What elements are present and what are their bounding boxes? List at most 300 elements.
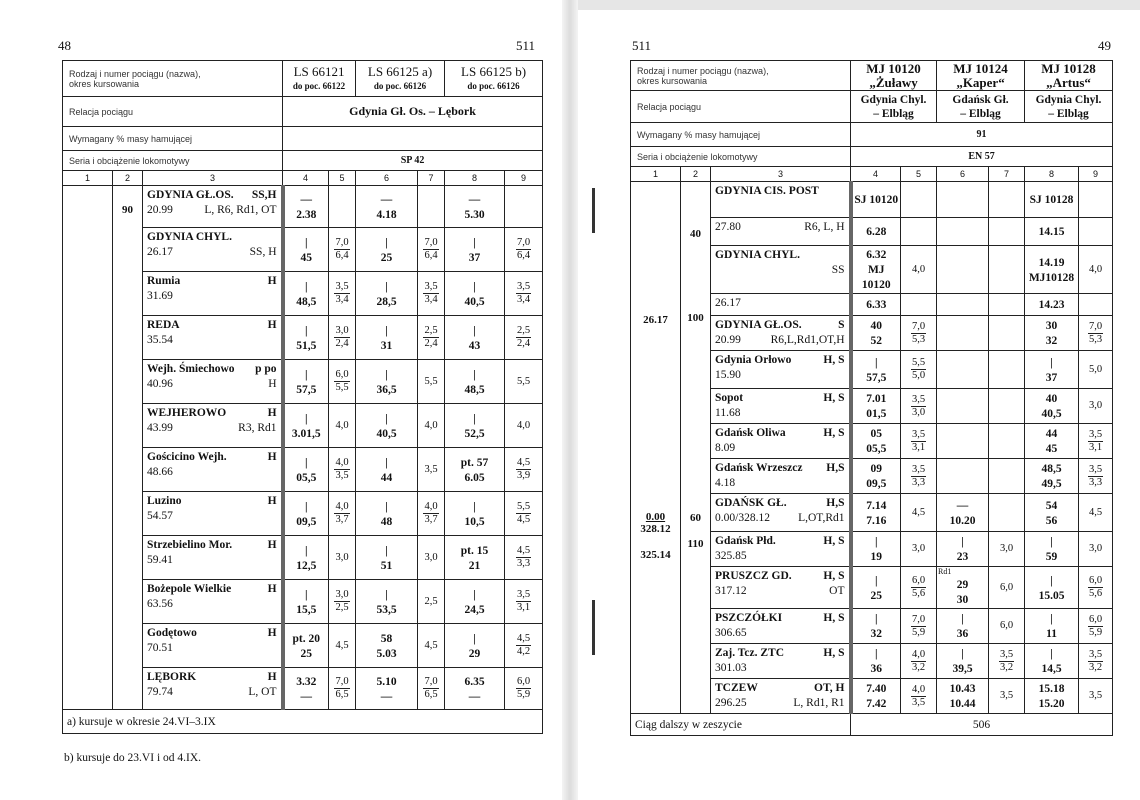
fraction-value [329, 325, 355, 350]
station-cell [143, 448, 283, 492]
station-km [147, 245, 277, 260]
time-value: | 11 [1046, 613, 1057, 640]
schedule-cell [937, 316, 989, 351]
schedule-cell [1079, 389, 1113, 424]
station-km-text: 317.12 [715, 585, 747, 597]
rd1-label: Rd1 [938, 567, 952, 576]
schedule-cell [445, 360, 505, 404]
time-value: pt. 20 25 [292, 632, 320, 660]
brake-label: Wymagany % masy hamującej [63, 127, 283, 151]
station-cell [711, 459, 851, 494]
time-value: 6.32 MJ 10120 [861, 249, 891, 291]
schedule-cell [283, 492, 329, 536]
schedule-cell [1025, 459, 1079, 494]
schedule-cell [283, 580, 329, 624]
station-km-text: 43.99 [147, 422, 173, 434]
speed-lower: 3,1 [516, 602, 531, 613]
km-column-cell [63, 186, 113, 710]
time-value: 05 05,5 [866, 428, 887, 455]
schedule-cell [418, 404, 445, 448]
page-top-shadow [570, 0, 1140, 10]
schedule-cell [356, 624, 418, 668]
station-name-text: Gościcino Wejh. [147, 451, 227, 463]
station-km-text: 20.99 [715, 334, 741, 346]
station-cell [143, 272, 283, 316]
schedule-cell [851, 182, 901, 218]
station-cell [711, 424, 851, 459]
station-km-text: 70.51 [147, 642, 173, 654]
column-number: 8 [445, 171, 505, 186]
station-code: H, S [823, 354, 845, 366]
schedule-cell [445, 492, 505, 536]
schedule-cell [356, 580, 418, 624]
column-number: 4 [283, 171, 329, 186]
station-cell [711, 351, 851, 389]
schedule-cell [418, 360, 445, 404]
schedule-cell [937, 679, 989, 714]
station-code: OT, H [814, 682, 845, 694]
station-info: R3, Rd1 [238, 422, 277, 434]
footnote-a: a) kursuje w okresie 24.VI–3.IX [63, 710, 543, 734]
column-number: 4 [851, 167, 901, 182]
fraction-value [1079, 614, 1112, 639]
speed-upper: 7,0 [335, 237, 349, 248]
speed-value: 3,0 [1088, 543, 1103, 554]
speed-lower: 2,4 [424, 338, 438, 349]
schedule-cell [505, 316, 543, 360]
station-cell [711, 644, 851, 679]
relation-value: Gdańsk Gł. – Elbląg [937, 91, 1025, 123]
speed-upper: 3,0 [335, 589, 349, 600]
schedule-cell [356, 404, 418, 448]
speed-lower: 5,6 [911, 588, 926, 599]
schedule-cell [901, 424, 937, 459]
speed-value: 4,5 [335, 639, 349, 651]
schedule-cell [445, 668, 505, 710]
station-cell [143, 316, 283, 360]
station-info: R6, L, H [804, 221, 845, 233]
time-value: 40 40,5 [1041, 393, 1062, 420]
fraction-value [1079, 649, 1112, 674]
schedule-cell [356, 448, 418, 492]
speed-lower: 3,3 [1088, 476, 1103, 488]
station-cell [711, 294, 851, 316]
time-value: 6.28 [866, 226, 887, 238]
time-value: 7.14 7.16 [866, 499, 887, 527]
schedule-cell [329, 228, 356, 272]
station-info: L, OT [248, 686, 277, 698]
fraction-value [505, 237, 542, 262]
time-value: 6.33 [866, 299, 887, 311]
schedule-cell [851, 389, 901, 424]
time-value: | 3.01,5 [291, 412, 321, 440]
speed-upper: 7,0 [516, 237, 531, 248]
station-name-text: Bożepole Wielkie [147, 583, 232, 595]
schedule-cell [901, 609, 937, 644]
time-value: 58 5.03 [376, 632, 397, 660]
station-name-text: WEJHEROWO [147, 407, 227, 419]
schedule-cell [901, 389, 937, 424]
schedule-cell [445, 404, 505, 448]
station-name [715, 353, 845, 368]
continued-label: Ciąg dalszy w zeszycie [631, 714, 851, 736]
station-row [631, 182, 1113, 218]
station-name [147, 274, 277, 289]
schedule-cell [1025, 532, 1079, 567]
station-info: R6,L,Rd1,OT,H [770, 334, 845, 346]
right-page-number: 49 [1098, 38, 1111, 53]
schedule-cell [1079, 644, 1113, 679]
km-value: 328.12 [640, 523, 671, 535]
station-name-text: GDYNIA GŁ.OS. [715, 319, 802, 331]
schedule-cell [445, 536, 505, 580]
station-name-text: Wejh. Śmiechowo [147, 363, 235, 375]
brake-value [283, 127, 543, 151]
fraction-value [1079, 575, 1112, 600]
speed-value: 2,5 [424, 595, 438, 607]
station-km-text: 54.57 [147, 510, 173, 522]
station-code: H,S [826, 462, 845, 474]
station-km-text: 296.25 [715, 697, 747, 709]
schedule-cell [445, 228, 505, 272]
schedule-cell [851, 424, 901, 459]
station-code: p po [255, 363, 277, 375]
schedule-cell [989, 218, 1025, 246]
speed-value: 3,0 [1088, 400, 1103, 411]
schedule-cell [1079, 246, 1113, 294]
schedule-cell [901, 644, 937, 679]
station-name [715, 461, 845, 476]
relation-label: Relacja pociągu [631, 91, 851, 123]
speed-upper: 3,5 [335, 281, 349, 292]
time-value: 7.40 7.42 [866, 683, 887, 710]
speed-value: 6,0 [999, 581, 1014, 593]
station-name [147, 188, 277, 203]
time-value: 3.32 — [296, 675, 317, 703]
column-number: 1 [631, 167, 681, 182]
time-value: pt. 57 6.05 [460, 456, 489, 484]
km-value: 0.00 [645, 511, 666, 523]
fraction-value [418, 325, 444, 350]
schedule-cell [851, 218, 901, 246]
schedule-cell [937, 494, 989, 532]
schedule-cell [989, 609, 1025, 644]
station-code: H [267, 275, 277, 287]
schedule-cell [356, 668, 418, 710]
schedule-cell [329, 536, 356, 580]
time-value: | 28,5 [376, 280, 397, 308]
schedule-cell [356, 492, 418, 536]
schedule-cell [937, 182, 989, 218]
speed-value: 3,0 [999, 543, 1014, 554]
time-value: 5.10 — [376, 675, 397, 703]
speed-value: 6,0 [999, 620, 1014, 631]
station-km-text: 40.96 [147, 378, 173, 390]
schedule-cell [1025, 316, 1079, 351]
fraction-value [1079, 321, 1112, 346]
station-km [715, 263, 845, 278]
station-km [715, 626, 845, 641]
speed-upper: 3,5 [911, 428, 926, 440]
station-code: H [267, 627, 277, 639]
schedule-cell [989, 246, 1025, 294]
station-cell [143, 186, 283, 228]
schedule-cell [901, 316, 937, 351]
fraction-value [418, 237, 444, 262]
schedule-cell [901, 182, 937, 218]
schedule-cell [418, 580, 445, 624]
fraction-value [989, 649, 1024, 674]
time-value: 10.43 10.44 [949, 683, 976, 710]
speed-value: 3,0 [911, 543, 926, 554]
station-info: SS, H [249, 246, 277, 258]
schedule-cell [851, 294, 901, 316]
speed-lower: 3,7 [335, 514, 349, 525]
schedule-cell [283, 186, 329, 228]
station-name-text: Strzebielino Mor. [147, 539, 233, 551]
brake-value: 91 [851, 123, 1113, 147]
schedule-cell [418, 624, 445, 668]
station-code: H, S [823, 535, 845, 547]
station-code: H,S [826, 497, 845, 509]
station-name-text: PSZCZÓŁKI [715, 612, 783, 624]
time-value: | 48,5 [464, 368, 485, 396]
column-number: 1 [63, 171, 113, 186]
station-code: H, S [823, 427, 845, 439]
train-header: LS 66125 b) do poc. 66126 [445, 61, 543, 97]
time-value: | 31 [380, 324, 393, 352]
station-km-text: 325.85 [715, 550, 747, 562]
time-value: | 51 [380, 544, 393, 572]
schedule-cell [901, 218, 937, 246]
fraction-value [901, 684, 936, 709]
station-cell [711, 494, 851, 532]
schedule-cell [989, 644, 1025, 679]
fraction-value [901, 464, 936, 489]
station-km [147, 377, 277, 392]
station-cell [711, 246, 851, 294]
station-km-text: 27.80 [715, 221, 741, 233]
station-name-text: GDYNIA CIS. POST [715, 185, 819, 197]
time-value: | 19 [870, 536, 883, 563]
schedule-cell [1025, 246, 1079, 294]
station-name-text: REDA [147, 319, 180, 331]
station-code: H [267, 451, 277, 463]
station-km [715, 406, 845, 421]
speed-value: 3,5 [1088, 690, 1103, 701]
schedule-cell [283, 272, 329, 316]
station-cell [143, 580, 283, 624]
schedule-cell [937, 246, 989, 294]
station-km-text: 59.41 [147, 554, 173, 566]
station-cell [143, 624, 283, 668]
station-cell [143, 404, 283, 448]
speed-lower: 6,4 [335, 250, 349, 261]
station-km-text: 15.90 [715, 369, 741, 381]
speed-value: 3,0 [424, 551, 438, 563]
station-name [715, 426, 845, 441]
time-value: | 24,5 [464, 588, 485, 616]
station-km-text: 63.56 [147, 598, 173, 610]
station-info: H [268, 378, 277, 390]
station-km-text: 31.69 [147, 290, 173, 302]
time-value: | 57,5 [866, 356, 887, 384]
station-name [715, 646, 845, 661]
schedule-cell [1079, 182, 1113, 218]
time-value: | 10,5 [464, 500, 485, 528]
station-code: H [267, 407, 277, 419]
time-value: | 37 [468, 236, 481, 264]
schedule-cell [329, 580, 356, 624]
time-value: | 14,5 [1041, 648, 1062, 675]
station-km-text: 8.09 [715, 442, 736, 454]
speed-upper: 4,5 [516, 633, 531, 644]
station-code: H, S [823, 612, 845, 624]
speed-upper: 4,0 [335, 501, 349, 512]
station-name [715, 681, 845, 696]
schedule-cell [505, 536, 543, 580]
schedule-cell [901, 246, 937, 294]
speed-upper: 3,5 [1088, 463, 1103, 475]
station-km [147, 203, 277, 218]
schedule-cell [445, 624, 505, 668]
schedule-cell [937, 218, 989, 246]
column-number: 2 [113, 171, 143, 186]
speed-upper: 6,0 [516, 676, 531, 687]
speed-lower: 2,4 [335, 338, 349, 349]
speed-upper: 3,5 [1088, 648, 1103, 660]
schedule-cell [418, 668, 445, 710]
time-value: — 10.20 [949, 499, 976, 527]
fraction-value [505, 589, 542, 614]
station-km-text: 26.17 [715, 297, 741, 309]
station-name [147, 362, 277, 377]
schedule-cell [283, 448, 329, 492]
fraction-value [505, 676, 542, 701]
time-value: SJ 10120 [854, 194, 899, 206]
station-km-text: 20.99 [147, 204, 173, 216]
schedule-cell [937, 389, 989, 424]
speed-lower: 3,0 [911, 406, 926, 418]
speed-lower: 3,2 [1088, 661, 1103, 673]
schedule-cell [851, 679, 901, 714]
schedule-cell [329, 492, 356, 536]
schedule-cell [989, 389, 1025, 424]
schedule-cell [937, 532, 989, 567]
speed-upper: 6,0 [335, 369, 349, 380]
schedule-cell [989, 294, 1025, 316]
schedule-cell [901, 494, 937, 532]
schedule-cell [1079, 218, 1113, 246]
speed-value: 4,0 [424, 419, 438, 431]
station-km [715, 696, 845, 711]
station-cell [143, 228, 283, 272]
schedule-cell [901, 294, 937, 316]
fraction-value [505, 281, 542, 306]
book-gutter [562, 0, 578, 800]
station-km [715, 584, 845, 599]
schedule-cell [329, 668, 356, 710]
schedule-cell [937, 567, 989, 609]
speed-lower: 6,5 [424, 689, 438, 700]
schedule-cell [283, 360, 329, 404]
station-cell [711, 609, 851, 644]
continued-ref: 506 [851, 714, 1113, 736]
station-km [147, 421, 277, 436]
schedule-cell [356, 228, 418, 272]
train-header: MJ 10124 „Kaper“ [937, 61, 1025, 91]
schedule-cell [851, 644, 901, 679]
time-value: | 15.05 [1038, 574, 1065, 602]
speed-upper: 6,0 [1088, 575, 1103, 586]
fraction-value [901, 357, 936, 382]
station-cell [143, 668, 283, 710]
loco-value: EN 57 [851, 147, 1113, 167]
speed-upper: 3,5 [424, 281, 438, 292]
left-page-number: 48 [58, 38, 71, 53]
speed-value: 4,5 [911, 506, 926, 518]
fraction-value [329, 676, 355, 701]
schedule-cell [505, 448, 543, 492]
schedule-cell [445, 316, 505, 360]
schedule-cell [851, 246, 901, 294]
loco-value: SP 42 [283, 151, 543, 171]
column-number: 3 [711, 167, 851, 182]
time-value: | 32 [870, 613, 883, 640]
time-value: 30 32 [1045, 320, 1058, 347]
station-km [147, 465, 277, 480]
schedule-cell [937, 294, 989, 316]
schedule-cell [418, 228, 445, 272]
schedule-cell [851, 459, 901, 494]
time-value: | 40,5 [464, 280, 485, 308]
fraction-value [329, 501, 355, 526]
station-cell [143, 360, 283, 404]
time-value: | 59 [1045, 536, 1058, 563]
speed-upper: 2,5 [516, 325, 531, 336]
speed-value: 5,5 [424, 375, 438, 387]
schedule-cell [1079, 567, 1113, 609]
speed-upper: 4,0 [335, 457, 349, 468]
station-km [715, 333, 845, 348]
speed-upper: 7,0 [424, 237, 438, 248]
relation-label: Relacja pociągu [63, 97, 283, 127]
speed-lower: 3,2 [911, 661, 926, 673]
schedule-cell [418, 186, 445, 228]
fraction-value [505, 457, 542, 482]
station-name [147, 406, 277, 421]
speed-lower: 4,2 [516, 646, 531, 657]
schedule-cell [356, 186, 418, 228]
station-km [715, 661, 845, 676]
column-number: 7 [989, 167, 1025, 182]
fraction-value [901, 649, 936, 674]
schedule-cell [989, 424, 1025, 459]
station-km [715, 220, 845, 235]
schedule-cell [1025, 679, 1079, 714]
schedule-cell [1079, 459, 1113, 494]
schedule-cell [505, 228, 543, 272]
station-cell [711, 218, 851, 246]
column-number: 8 [1025, 167, 1079, 182]
schedule-cell [505, 668, 543, 710]
speed-limit: 40 [690, 228, 701, 240]
schedule-cell [418, 316, 445, 360]
schedule-cell [1025, 218, 1079, 246]
speed-lower: 3,2 [999, 661, 1014, 673]
station-km [715, 476, 845, 491]
station-cell [711, 316, 851, 351]
